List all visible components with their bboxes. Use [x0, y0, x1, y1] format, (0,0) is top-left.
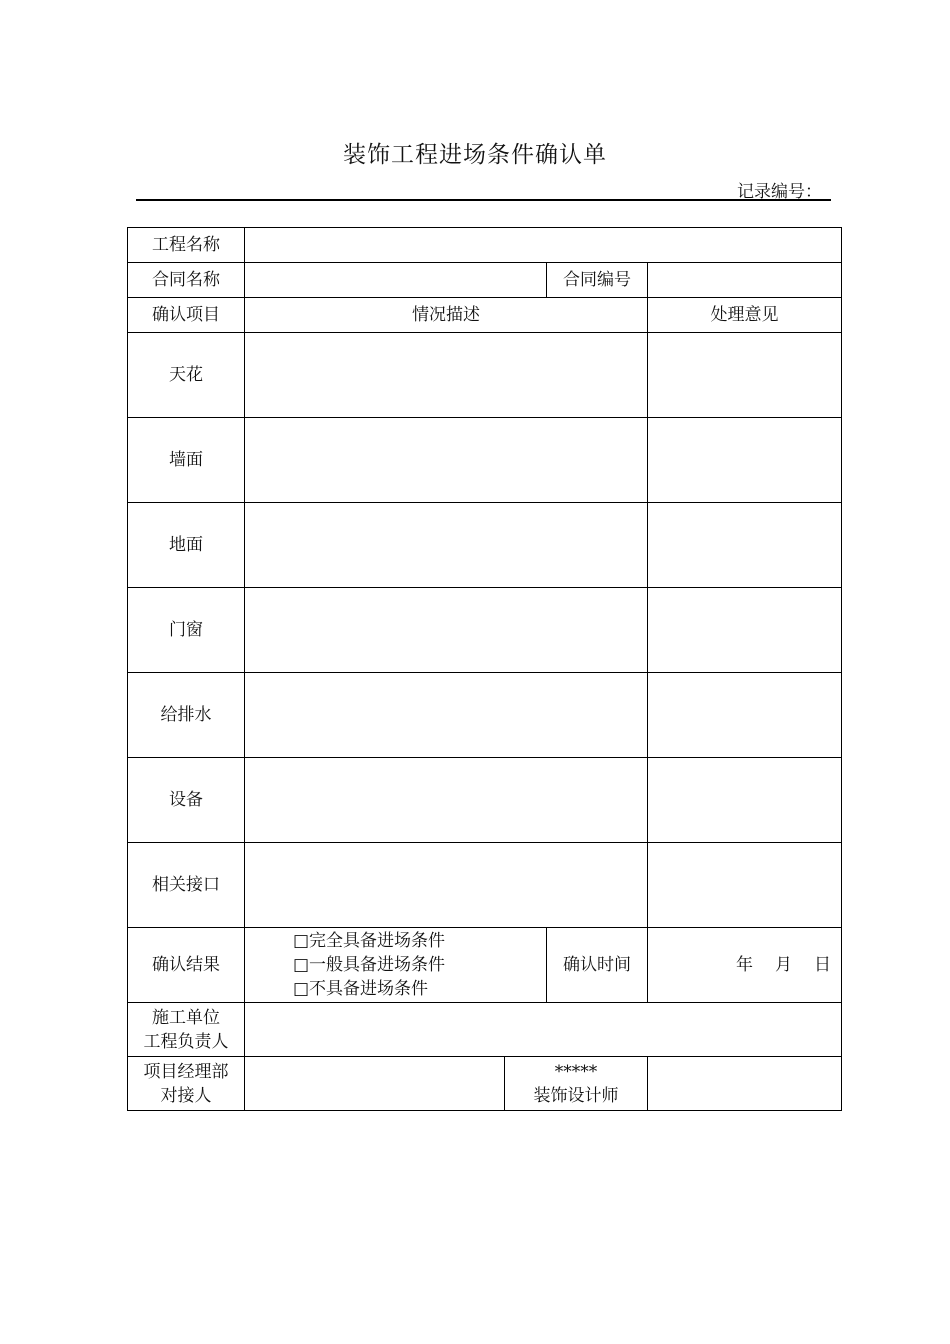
option-generally-ready[interactable]: □一般具备进场条件	[293, 955, 446, 975]
table-row	[128, 928, 842, 1003]
table-row	[128, 263, 842, 298]
header-divider	[136, 199, 831, 201]
item-label: 地面	[128, 503, 245, 588]
record-number-label: 记录编号：	[737, 182, 822, 202]
confirm-result-label: 确认结果	[128, 928, 245, 1003]
opinion-field[interactable]	[648, 588, 842, 673]
result-options	[245, 928, 547, 1003]
opinion-field[interactable]	[648, 418, 842, 503]
table-row	[128, 418, 842, 503]
situation-field[interactable]	[245, 843, 648, 928]
situation-field[interactable]	[245, 418, 648, 503]
table-row	[128, 843, 842, 928]
table-row	[128, 758, 842, 843]
table-row	[128, 503, 842, 588]
item-label: 天花	[128, 333, 245, 418]
table-row	[128, 298, 842, 333]
situation-field[interactable]	[245, 673, 648, 758]
page-title: 装饰工程进场条件确认单	[343, 142, 607, 168]
project-name-label: 工程名称	[128, 228, 245, 263]
item-label: 墙面	[128, 418, 245, 503]
table-row	[128, 1057, 842, 1111]
table-row	[128, 588, 842, 673]
situation-field[interactable]	[245, 503, 648, 588]
opinion-field[interactable]	[648, 673, 842, 758]
confirm-date-field[interactable]	[648, 928, 842, 1003]
table-row	[128, 228, 842, 263]
designer-field[interactable]	[648, 1057, 842, 1111]
designer-label: ***** 装饰设计师	[505, 1057, 648, 1111]
month-label: 月	[775, 955, 792, 975]
confirmation-form-table	[127, 227, 842, 1111]
construction-unit-label: 施工单位 工程负责人	[128, 1003, 245, 1057]
contract-name-field[interactable]	[245, 263, 547, 298]
opinion-field[interactable]	[648, 503, 842, 588]
option-fully-ready[interactable]: □完全具备进场条件	[293, 931, 446, 951]
confirm-item-header: 确认项目	[128, 298, 245, 333]
confirm-time-label: 确认时间	[547, 928, 648, 1003]
table-row	[128, 673, 842, 758]
opinion-field[interactable]	[648, 333, 842, 418]
situation-header: 情况描述	[245, 298, 648, 333]
contract-number-field[interactable]	[648, 263, 842, 298]
table-row	[128, 1003, 842, 1057]
pm-contact-field[interactable]	[245, 1057, 505, 1111]
year-label: 年	[736, 955, 753, 975]
situation-field[interactable]	[245, 588, 648, 673]
day-label: 日	[814, 955, 831, 975]
opinion-header: 处理意见	[648, 298, 842, 333]
construction-unit-field[interactable]	[245, 1003, 842, 1057]
item-label: 相关接口	[128, 843, 245, 928]
project-name-field[interactable]	[245, 228, 842, 263]
item-label: 门窗	[128, 588, 245, 673]
item-label: 设备	[128, 758, 245, 843]
pm-contact-label: 项目经理部 对接人	[128, 1057, 245, 1111]
opinion-field[interactable]	[648, 758, 842, 843]
item-label: 给排水	[128, 673, 245, 758]
situation-field[interactable]	[245, 758, 648, 843]
option-not-ready[interactable]: □不具备进场条件	[293, 979, 429, 999]
opinion-field[interactable]	[648, 843, 842, 928]
contract-name-label: 合同名称	[128, 263, 245, 298]
contract-number-label: 合同编号	[547, 263, 648, 298]
situation-field[interactable]	[245, 333, 648, 418]
table-row	[128, 333, 842, 418]
